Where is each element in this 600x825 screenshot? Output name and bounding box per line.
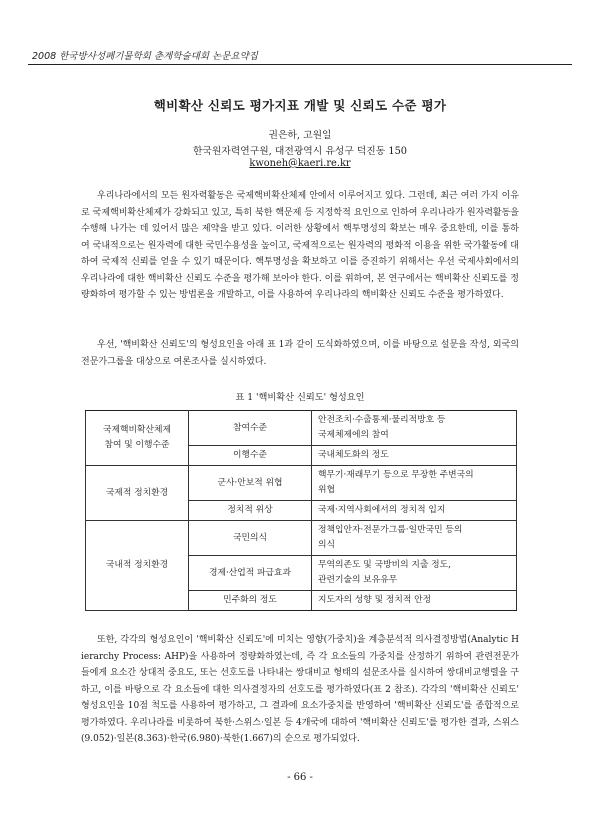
factor-group-cell: 국내적 정치환경 — [86, 521, 189, 611]
table-1-body — [86, 411, 517, 611]
running-head: 2008 한국방사성폐기물학회 춘계학술대회 논문요약집 — [32, 51, 258, 62]
body-paragraph-1: 우리나라에서의 모든 원자력활동은 국제핵비확산체제 안에서 이루어지고 있다. 그런데, 최근 여러 가지 이유로 국제핵비확산체제가 강화되고 있고, 특히 북한 핵문제 등 지정학적 요인으로 인하여 우리나라가 원자력활동을 수행해 나가는 데 있어서 많은 제약을 받고 있다. 이러한 상황에서 핵투명성의 확보는 매우 중요한데, 이를 통하여 국내적으로는 원자력에 대한 국민수용성을 높이고, 국제적으로는 원자력의 평화적 이용을 위한 국가활동에 대하여 국제적 신뢰를 얻을 수 있기 때문이다. 핵투명성을 확보하고 이를 증진하기 위해서는 우선 국제사회에서의 우리나라에 대한 핵비확산 신뢰도 수준을 평가해 보아야 한다. 이를 위하여, 본 연구에서는 핵비확산 신뢰도를 정량화하여 평가할 수 있는 방법론을 개발하고, 이를 사용하여 우리나라의 핵비확산 신뢰도 수준을 평가하였다. — [81, 191, 519, 300]
factor-cell: 민주화의 정도 — [189, 591, 312, 611]
factor-description-cell: 핵무기·재래무기 등으로 무장한 주변국의 위협 — [312, 466, 517, 501]
factor-description-cell: 정책입안자·전문가그룹·일반국민 등의 의식 — [312, 521, 517, 556]
factor-description-cell: 지도자의 성향 및 정치적 안정 — [312, 591, 517, 611]
page-number: - 66 - — [287, 772, 313, 783]
factor-cell: 이행수준 — [189, 446, 312, 466]
factor-description-cell: 국제·지역사회에서의 정치적 입지 — [312, 501, 517, 521]
paper-title: 핵비확산 신뢰도 평가지표 개발 및 신뢰도 수준 평가 — [153, 98, 447, 113]
header-rule — [28, 64, 572, 65]
body-paragraph-2: 우선, '핵비확산 신뢰도'의 형성요인을 아래 표 1과 같이 도식화하였으며, 이를 바탕으로 설문을 작성, 외국의 전문가그룹을 대상으로 여론조사를 실시하였다. — [81, 340, 519, 367]
factor-cell: 국민의식 — [189, 521, 312, 556]
table-1-factors — [85, 410, 517, 611]
factor-cell: 군사·안보적 위협 — [189, 466, 312, 501]
factor-group-cell: 국제적 정치환경 — [86, 466, 189, 521]
factor-description-cell: 안전조치·수출통제·물리적방호 등 국제체제에의 참여 — [312, 411, 517, 446]
table-row — [86, 521, 517, 556]
table-1-caption: 표 1 '핵비확산 신뢰도' 형성요인 — [235, 392, 365, 403]
paper-affiliation: 한국원자력연구원, 대전광역시 유성구 덕진동 150 — [192, 146, 408, 157]
table-row — [86, 466, 517, 501]
factor-group-cell: 국제핵비확산체제 참여 및 이행수준 — [86, 411, 189, 466]
paper-authors: 권은하, 고원일 — [268, 130, 332, 141]
table-row — [86, 411, 517, 446]
body-paragraph-3: 또한, 각각의 형성요인이 '핵비확산 신뢰도'에 미치는 영향(가중치)을 계층분석적 의사결정방법(Analytic Hierarchy Process: AHP)을 사용하여 정량화하였는데, 즉 각 요소들의 가중치를 산정하기 위하여 관련전문가들에게 요소간 상대적 중요도, 또는 선호도를 나타내는 쌍대비교 형태의 설문조사를 실시하여 쌍대비교행렬을 구하고, 이를 바탕으로 각 요소들에 대한 의사결정자의 선호도를 평가하였다(표 2 참조). 각각의 '핵비확산 신뢰도' 형성요인을 10점 척도를 사용하여 평가하고, 그 결과에 요소가중치를 반영하여 '핵비확산 신뢰도'를 종합적으로 평가하였다. 우리나라를 비롯하여 북한·스위스·일본 등 4개국에 대하여 '핵비확산 신뢰도'를 평가한 결과, 스위스(9.052)·일본(8.363)·한국(6.980)·북한(1.667)의 순으로 평가되었다. — [81, 635, 519, 744]
factor-description-cell: 무역의존도 및 국방비의 지출 정도, 관련기술의 보유유무 — [312, 556, 517, 591]
factor-cell: 참여수준 — [189, 411, 312, 446]
factor-cell: 경제·산업적 파급효과 — [189, 556, 312, 591]
author-email: kwoneh@kaeri.re.kr — [249, 158, 351, 169]
factor-description-cell: 국내체도화의 정도 — [312, 446, 517, 466]
factor-cell: 정치적 위상 — [189, 501, 312, 521]
